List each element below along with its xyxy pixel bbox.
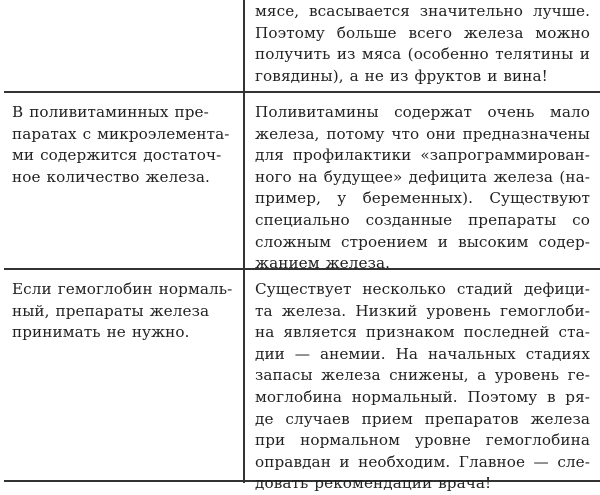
text-line: железа, потому что они предназначены [255,124,590,143]
text-line: Поливитамины содержат очень мало [255,103,590,121]
text-line: ное количество железа. [12,167,210,186]
text-line: ного на будущее» дефицита железа (на- [255,167,590,186]
text-line: жанием железа. [255,254,391,273]
text-line: на является признаком последней ста- [255,323,590,342]
text-line: паратах с микроэлемента- [12,124,230,143]
fact-cell-row-1 [255,102,590,275]
fact-cell-row-0 [255,1,590,87]
text-line: де случаев прием препаратов железа [255,409,590,428]
text-line: оправдан и необходим. Главное — сле- [255,452,590,471]
text-line: Поэтому больше всего железа можно [255,23,590,42]
text-line: получить из мяса (особенно телятины и [255,45,590,64]
text-line: для профилактики «запрограммирован- [255,146,590,165]
text-line: дии — анемии. На начальных стадиях [255,344,590,363]
row-divider [4,91,600,93]
myth-cell-row-1 [12,102,234,188]
text-line: специально созданные препараты со [255,210,590,229]
fact-cell-row-2 [255,279,590,495]
text-line: ный, препараты железа [12,301,210,320]
text-line: довать рекомендации врача! [255,474,492,493]
text-line: пример, у беременных). Существуют [255,189,590,208]
text-line: В поливитаминных пре- [12,103,209,121]
text-line: моглобина нормальный. Поэтому в ря- [255,387,590,406]
column-divider [243,0,245,483]
text-line: та железа. Низкий уровень гемоглоби- [255,301,590,320]
text-line: мясе, всасывается значительно лучше. [255,2,590,20]
text-line: принимать не нужно. [12,323,190,342]
text-line: сложным строением и высоким содер- [255,232,590,251]
text-line: при нормальном уровне гемоглобина [255,431,590,450]
text-line: ми содержится достаточ- [12,146,222,165]
text-line: запасы железа снижены, а уровень ге- [255,366,590,385]
text-line: Существует несколько стадий дефици- [255,280,590,298]
text-line: Если гемоглобин нормаль- [12,280,233,298]
myth-cell-row-2 [12,279,234,344]
text-line: говядины), а не из фруктов и вина! [255,66,548,85]
